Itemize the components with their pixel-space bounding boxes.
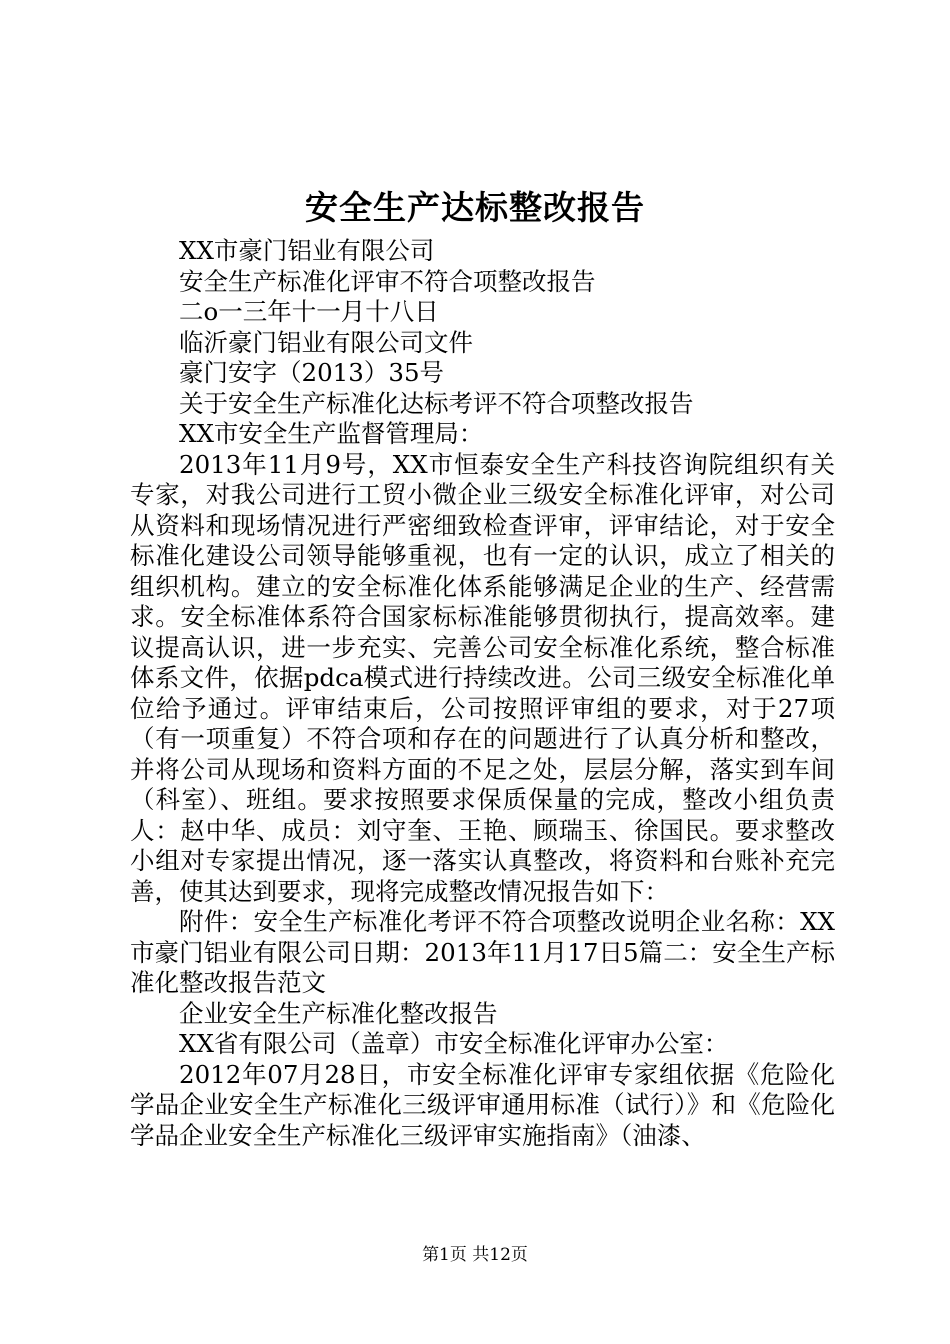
file-number-line: 豪门安字（2013）35号 bbox=[179, 358, 445, 387]
section-title-line: 企业安全生产标准化整改报告 bbox=[179, 998, 498, 1028]
body-paragraph-1: 2013年11月9号，XX市恒泰安全生产科技咨询院组织有关专家，对我公司进行工贸小微企业三级安全标准化评审，对公司从资料和现场情况进行严密细致检查评审，评审结论，对于安全标准化建设公司领导能够重视，也有一定的认识，成立了相关的组织机构。建立的安全标准化体系能够满足企业的生产、经营需求。安全标准体系符合国家标标准能够贯彻执行，提高效率。建议提高认识，进一步充实、完善公司安全标准化系统，整合标准体系文件，依据pdca模式进行持续改进。公司三级安全标准化单位给予通过。评审结束后，公司按照评审组的要求，对于27项（有一项重复）不符合项和存在的问题进行了认真分析和整改，并将公司从现场和资料方面的不足之处，层层分解，落实到车间（科室）、班组。要求按照要求保质保量的完成，整改小组负责人：赵中华、成员：刘守奎、王艳、顾瑞玉、徐国民。要求整改小组对专家提出情况，逐一落实认真整改，将资料和台账补充完善，使其达到要求，现将完成整改情况报告如下： bbox=[130, 449, 835, 906]
company-name-line: XX市豪门铝业有限公司 bbox=[179, 236, 435, 265]
document-body bbox=[130, 236, 835, 1151]
file-issuer-line: 临沂豪门铝业有限公司文件 bbox=[179, 327, 473, 357]
document-title: 安全生产达标整改报告 bbox=[305, 188, 645, 227]
date-line: 二o一三年十一月十八日 bbox=[179, 297, 439, 326]
report-subtitle-line: 安全生产标准化评审不符合项整改报告 bbox=[179, 266, 596, 296]
addressee-line: XX省有限公司（盖章）市安全标准化评审办公室： bbox=[179, 1029, 729, 1058]
body-paragraph-3: 2012年07月28日，市安全标准化评审专家组依据《危险化学品企业安全生产标准化三级评审通用标准（试行）》和《危险化学品企业安全生产标准化三级评审实施指南》（油漆、 bbox=[130, 1059, 835, 1150]
page-number-footer: 第1页 共12页 bbox=[422, 1245, 528, 1265]
recipient-line: XX市安全生产监督管理局： bbox=[179, 419, 484, 448]
attachment-paragraph: 附件：安全生产标准化考评不符合项整改说明企业名称：XX市豪门铝业有限公司日期：2013年11月17日5篇二：安全生产标准化整改报告范文 bbox=[130, 907, 835, 997]
subject-line: 关于安全生产标准化达标考评不符合项整改报告 bbox=[179, 388, 694, 418]
